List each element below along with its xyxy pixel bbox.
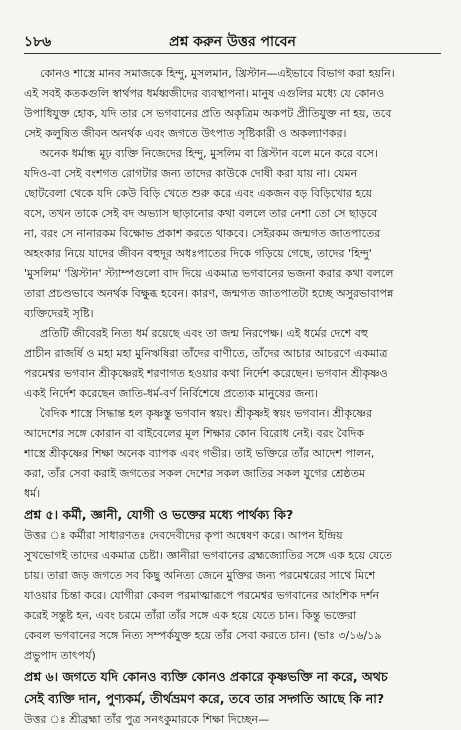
paragraph-line: সেই কলুষিত জীবন অনর্থক এবং জগতে উৎপাত সৃষ্টিকারী ও অকল্যাণকর। bbox=[24, 127, 347, 140]
paragraph-line: বসে, তখন তাকে সেই বদ অভ্যাস ছাড়ানোর কথা বললে তার নেশা তো সে ছাড়বে bbox=[24, 207, 378, 220]
page-body bbox=[24, 64, 446, 730]
paragraph-line: অনেক ধর্মান্ধ মূঢ় ব্যক্তি নিজেদের হিন্দু, মুসলিম বা খ্রিস্টান বলে মনে করে বসে। bbox=[40, 147, 379, 160]
running-title: প্রশ্ন করুন উত্তর পাবেন bbox=[169, 34, 296, 50]
paragraph-line: একই নির্দেশ করেছেন জাতি-ধর্ম-বর্ণ নির্বিশেষে প্রত্যেক মানুষের জন্য। bbox=[24, 387, 319, 400]
answer-line: সুখভোগই তাদের একমাত্র চেষ্টা। জ্ঞানীরা ভগবানের ব্রহ্মজ্যোতির সঙ্গে এক হয়ে যেতে bbox=[24, 549, 392, 562]
paragraph-line: উপাধিযুক্ত হোক, যদি তার সে ভগবানের প্রতি অকৃত্রিম অকপট প্রীতিযুক্ত না হয়, তবে bbox=[24, 107, 392, 120]
question-6-heading-cont: সেই ব্যক্তি দান, পুণ্যকর্ম, তীর্থভ্রমণ করে, তবে তার সদ্গতি আছে কি না? bbox=[24, 691, 385, 706]
answer-line: প্রভুপাদ তাৎপর্য) bbox=[24, 649, 96, 662]
question-6-heading: প্রশ্ন ৬। জগতে যদি কোনও ব্যক্তি কোনও প্রকারে কৃষ্ণভক্তি না করে, অথচ bbox=[24, 669, 388, 684]
paragraph-line: না, বরং সে নানারকম বিক্ষোভ প্রকাশ করতে থাকবে। সেইরকম জন্মগত জাতপাতের bbox=[24, 227, 381, 240]
paragraph-line: করা, তাঁর সেবা করাই জগতের সকল দেশের সকল জাতির সকল যুগের শ্রেষ্ঠতম bbox=[24, 467, 366, 480]
answer-line: চায়। তারা জড় জগতে সব কিছু অনিত্য জেনে মুক্তির জন্য পরমেশ্বরের সাথে মিশে bbox=[24, 569, 376, 582]
paragraph-line: প্রাচীন রাজর্ষি ও মহা মহা মুনিঋষিরা তাঁদের বাণীতে, তাঁদের আচার আচরণে একমাত্র bbox=[24, 347, 388, 360]
paragraph-line: তারা প্রচণ্ডভাবে অনর্থক বিক্ষুব্ধ হবেন। কারণ, জন্মগত জাতপাতটা হচ্ছে অসুরভাবাপন্ন bbox=[24, 287, 394, 300]
paragraph-line: প্রতিটি জীবেরই নিত্য ধর্ম রয়েছে এবং তা জন্ম নিরপেক্ষ। এই ধর্মের দেশে বহু bbox=[40, 327, 368, 340]
paragraph-line: শাস্ত্রে শ্রীকৃষ্ণের শিক্ষা অনেক ব্যাপক এবং গভীর। তাই ভক্তিরে তাঁর আদেশ পালন, bbox=[24, 447, 375, 460]
paragraph-line: ছোটবেলা থেকে যদি কেউ বিড়ি খেতে শুরু করে এবং একজন বড় বিড়িখোর হয়ে bbox=[24, 187, 373, 200]
paragraph-line: বৈদিক শাস্ত্রে সিদ্ধান্ত হল কৃষ্ণস্তু ভগবান স্বয়ং। শ্রীকৃষ্ণই স্বয়ং ভগবান। শ্রীকৃষ্ণের bbox=[40, 407, 373, 420]
paragraph-line: অহংকার নিয়ে যাদের জীবন বহুদূর অধঃপাতের দিকে গড়িয়ে গেছে, তাদের 'হিন্দু' bbox=[24, 247, 372, 260]
page-number: ১৮৬ bbox=[24, 34, 52, 50]
paragraph-line: পরমেশ্বর ভগবান শ্রীকৃষ্ণেরই শরণাগত হওয়ার কথা নির্দেশ করেছেন। ভগবান শ্রীকৃষ্ণও bbox=[24, 367, 388, 380]
paragraph-line: যদিও-বা সেই বংশগত রোগটার জন্য তাদের কাউকে দোষী করা যায় না। যেমন bbox=[24, 167, 358, 180]
page-header bbox=[24, 30, 441, 52]
answer-line: কেবল ভগবানের সঙ্গে নিত্য সম্পর্কযুক্ত হয়ে তাঁর সেবা করতে চান। (ভাঃ ৩/১৬/১৯ bbox=[24, 629, 382, 642]
question-5-heading: প্রশ্ন ৫। কর্মী, জ্ঞানী, যোগী ও ভক্তের মধ্যে পার্থক্য কি? bbox=[24, 507, 294, 522]
answer-line: উত্তর ঃ শ্রীব্রহ্মা তাঁর পুত্র সনৎকুমারকে শিক্ষা দিচ্ছেন— bbox=[24, 713, 270, 726]
answer-line: যাওয়ার চিন্তা করে। যোগীরা কেবল পরমাত্মারূপে পরমেশ্বর ভগবানের আংশিক দর্শন bbox=[24, 589, 380, 602]
paragraph-line: 'মুসলিম' 'খ্রিস্টান' স্ট্যাম্পগুলো বাদ দিয়ে একমাত্র ভগবানের ভজনা করার কথা বললে bbox=[24, 267, 394, 280]
paragraph-line: ব্যক্তিদেরই সৃষ্টি। bbox=[24, 307, 94, 320]
paragraph-line: ধর্ম। bbox=[24, 487, 41, 500]
paragraph-line: আদেশের সঙ্গে কোরান বা বাইবেলের মূল শিক্ষার কোন বিরোধ নেই। বরং বৈদিক bbox=[24, 427, 365, 440]
answer-line: করেই সন্তুষ্ট হন, এবং চরমে তাঁরা তাঁর সঙ্গে এক হয়ে যেতে চান। কিন্তু ভক্তেরা bbox=[24, 609, 357, 622]
header-rule bbox=[24, 53, 441, 54]
answer-line: উত্তর ঃ কর্মীরা সাধারণতঃ দেবদেবীদের কৃপা অন্বেষণ করে। আপন ইন্দ্রিয় bbox=[24, 529, 343, 542]
paragraph-line: কোনও শাস্ত্রে মানব সমাজকে হিন্দু, মুসলমান, খ্রিস্টান—এইভাবে বিভাগ করা হয়নি। bbox=[40, 67, 395, 80]
paragraph-line: এই সবই কতকগুলি স্বার্থপর ধর্মধ্বজীদের ব্যবস্থাপনা। মানুষ এগুলির মধ্যে যে কোনও bbox=[24, 87, 385, 100]
